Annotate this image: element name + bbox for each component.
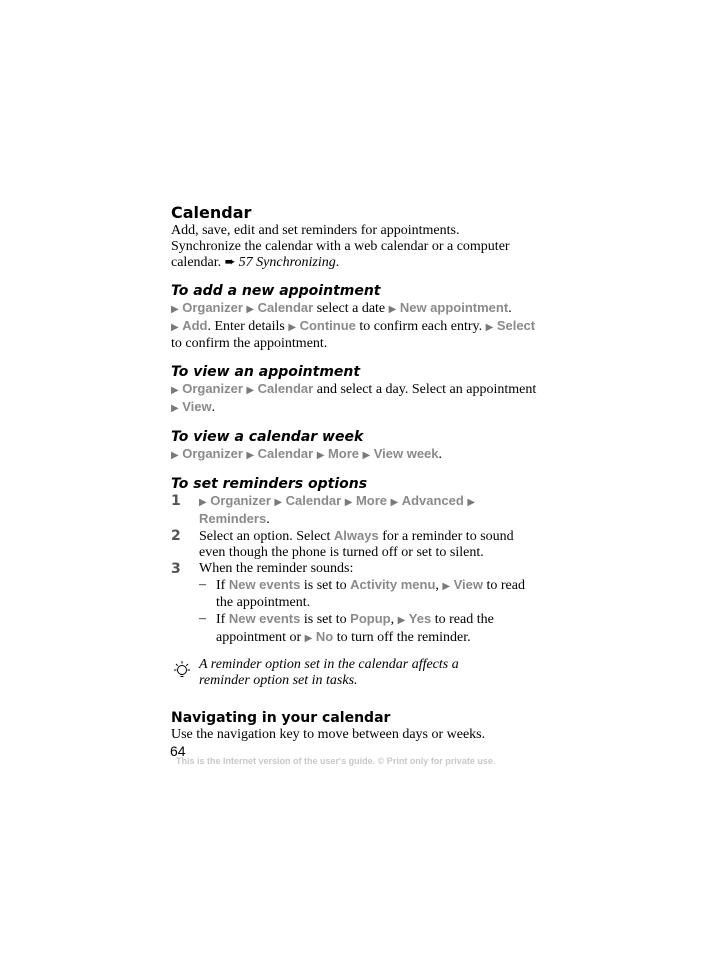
menu-organizer: Organizer — [182, 446, 243, 461]
menu-calendar: Calendar — [257, 381, 314, 396]
menu-yes: Yes — [408, 611, 432, 626]
intro-paragraph: Add, save, edit and set reminders for appointments. Synchronize the calendar with a web calendar or a computer calendar. ➨ 57 Synchronizing. — [171, 223, 510, 270]
navigating-text: Use the navigation key to move between days or weeks. — [171, 727, 486, 742]
menu-reminders: Reminders — [199, 511, 267, 526]
step-3: 3 When the reminder sounds: – If New events is set to Activity menu, ▶ View to read the appointment. – If New events is set to Popup, ▶ Yes to read the appointment or ▶ No to turn off the reminder. — [171, 561, 543, 647]
menu-arrow-icon: ▶ — [288, 322, 297, 333]
menu-arrow-icon: ▶ — [485, 322, 494, 333]
intro-line-2: Synchronize the calendar with a web calendar or a computer — [171, 239, 510, 254]
page-number: 64 — [170, 743, 186, 759]
option-new-events: New events — [228, 577, 301, 592]
intro-line-1: Add, save, edit and set reminders for appointments. — [171, 223, 460, 238]
option-always: Always — [333, 528, 379, 543]
menu-advanced: Advanced — [401, 493, 464, 508]
menu-arrow-icon: ▶ — [274, 497, 283, 508]
menu-arrow-icon: ▶ — [171, 304, 179, 315]
menu-arrow-icon: ▶ — [397, 615, 406, 626]
menu-arrow-icon: ▶ — [246, 304, 255, 315]
menu-arrow-icon: ▶ — [388, 304, 397, 315]
substep-popup: – If New events is set to Popup, ▶ Yes to read the appointment or ▶ No to turn off the reminder. — [199, 611, 494, 645]
step-number: 1 — [171, 493, 181, 509]
menu-arrow-icon: ▶ — [246, 385, 255, 396]
menu-organizer: Organizer — [182, 381, 243, 396]
heading-view-week: To view a calendar week — [171, 429, 364, 445]
option-new-events: New events — [228, 611, 301, 626]
menu-arrow-icon: ▶ — [171, 322, 179, 333]
menu-arrow-icon: ▶ — [304, 633, 313, 644]
menu-arrow-icon: ▶ — [344, 497, 353, 508]
reminder-steps — [171, 493, 543, 647]
menu-organizer: Organizer — [210, 493, 271, 508]
step-2: 2 Select an option. Select Always for a reminder to sound even though the phone is turned off or set to silent. — [171, 528, 514, 560]
menu-view: View — [182, 399, 212, 414]
arrow-right-icon: ➨ — [224, 255, 236, 270]
menu-new-appointment: New appointment — [399, 300, 509, 315]
substep-activity-menu: – If New events is set to Activity menu, ▶ View to read the appointment. — [199, 577, 525, 610]
view-week-instructions: ▶ Organizer ▶ Calendar ▶ More ▶ View week. — [171, 446, 443, 462]
menu-calendar: Calendar — [285, 493, 342, 508]
step-number: 3 — [171, 561, 181, 577]
menu-organizer: Organizer — [182, 300, 243, 315]
heading-add-appointment: To add a new appointment — [171, 283, 381, 299]
tip-box — [171, 657, 543, 689]
heading-reminders: To set reminders options — [171, 476, 368, 492]
step-3-substeps — [199, 577, 543, 647]
menu-view: View — [453, 577, 483, 592]
menu-arrow-icon: ▶ — [171, 450, 179, 461]
step-1: 1 ▶ Organizer ▶ Calendar ▶ More ▶ Advanced ▶ Reminders. — [171, 493, 476, 527]
page-content — [171, 203, 543, 743]
menu-arrow-icon: ▶ — [362, 450, 371, 461]
menu-arrow-icon: ▶ — [171, 385, 179, 396]
menu-arrow-icon: ▶ — [467, 497, 476, 508]
menu-arrow-icon: ▶ — [390, 497, 399, 508]
menu-arrow-icon: ▶ — [171, 403, 179, 414]
heading-view-appointment: To view an appointment — [171, 364, 361, 380]
heading-navigating: Navigating in your calendar — [171, 710, 391, 726]
tip-text: A reminder option set in the calendar affects a reminder option set in tasks. — [199, 657, 459, 688]
menu-select: Select — [496, 318, 536, 333]
menu-arrow-icon: ▶ — [199, 497, 207, 508]
option-popup: Popup — [350, 611, 391, 626]
lightbulb-icon — [171, 659, 193, 681]
menu-more: More — [355, 493, 387, 508]
view-appointment-instructions: ▶ Organizer ▶ Calendar and select a day. Select an appointment ▶ View. — [171, 381, 537, 415]
menu-arrow-icon: ▶ — [246, 450, 255, 461]
menu-continue: Continue — [299, 318, 356, 333]
menu-no: No — [315, 629, 334, 644]
option-activity-menu: Activity menu — [350, 577, 436, 592]
intro-line-3: calendar. — [171, 255, 222, 270]
cross-reference-link[interactable]: 57 Synchronizing — [238, 255, 336, 270]
footer-notice: This is the Internet version of the user's guide. © Print only for private use. — [176, 756, 496, 766]
menu-calendar: Calendar — [257, 300, 314, 315]
menu-arrow-icon: ▶ — [316, 450, 325, 461]
menu-add: Add — [182, 318, 208, 333]
step-number: 2 — [171, 528, 181, 544]
menu-calendar: Calendar — [257, 446, 314, 461]
menu-more: More — [327, 446, 359, 461]
page-title: Calendar — [171, 203, 252, 222]
menu-arrow-icon: ▶ — [442, 581, 451, 592]
menu-view-week: View week — [373, 446, 439, 461]
add-appointment-instructions: ▶ Organizer ▶ Calendar select a date ▶ New appointment. ▶ Add. Enter details ▶ Continue to confirm each entry. ▶ Select to confirm the appointment. — [171, 300, 536, 351]
